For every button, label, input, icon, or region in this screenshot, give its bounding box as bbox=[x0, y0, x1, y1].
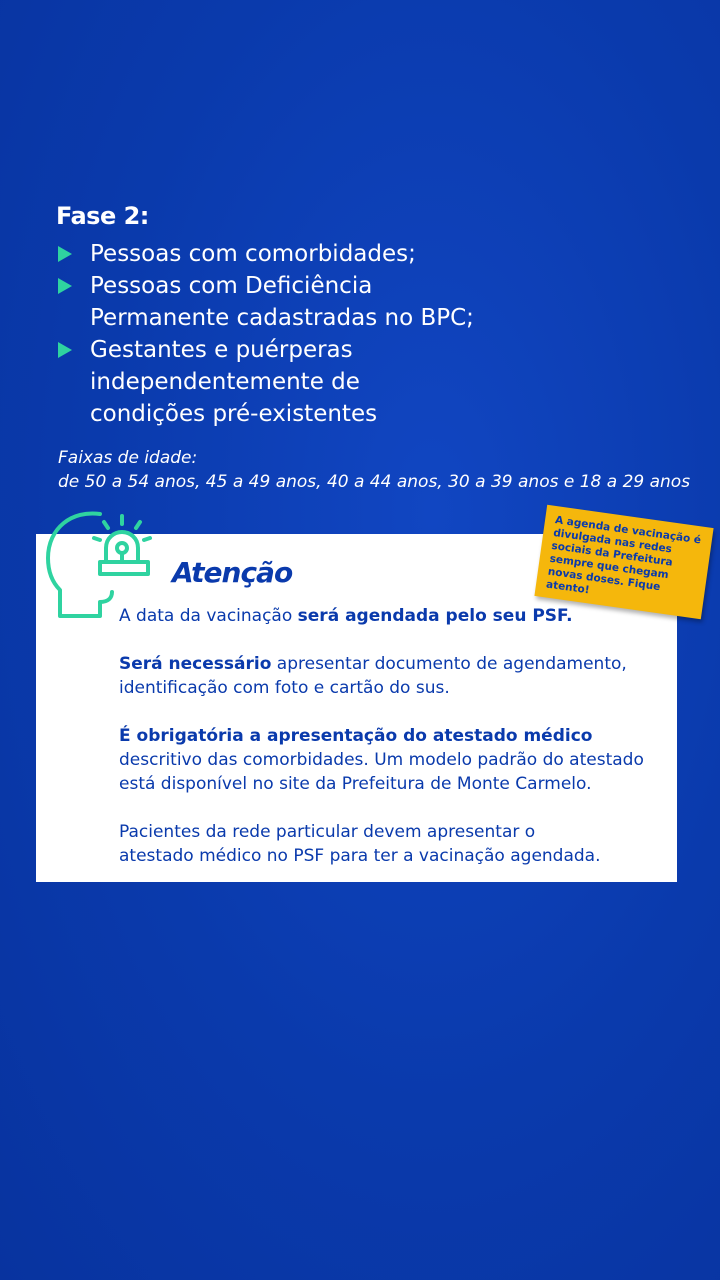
list-item bbox=[56, 334, 516, 430]
attention-title: Atenção bbox=[172, 556, 293, 589]
list-item bbox=[56, 238, 516, 270]
paragraph-bold: será agendada pelo seu PSF. bbox=[297, 606, 573, 626]
paragraph-text: está disponível no site da Prefeitura de Monte Carmelo. bbox=[119, 774, 592, 794]
age-ranges-value: de 50 a 54 anos, 45 a 49 anos, 40 a 44 anos, 30 a 39 anos e 18 a 29 anos bbox=[58, 472, 691, 492]
list-item-line: Pessoas com comorbidades; bbox=[90, 241, 416, 267]
list-item-line: independentemente de bbox=[90, 369, 360, 395]
paragraph-text: Pacientes da rede particular devem apresentar o bbox=[119, 822, 536, 842]
paragraph-private-patients bbox=[119, 820, 659, 868]
paragraph-bold: Será necessário bbox=[119, 654, 272, 674]
play-arrow-icon bbox=[58, 342, 72, 358]
list-item-line: Gestantes e puérperas bbox=[90, 337, 353, 363]
play-arrow-icon bbox=[58, 278, 72, 294]
paragraph-certificate bbox=[119, 724, 659, 796]
paragraph-text: identificação com foto e cartão do sus. bbox=[119, 678, 450, 698]
paragraph-text: atestado médico no PSF para ter a vacinação agendada. bbox=[119, 846, 601, 866]
age-ranges bbox=[58, 446, 690, 494]
play-arrow-icon bbox=[58, 246, 72, 262]
paragraph-documents bbox=[119, 652, 659, 700]
sticky-note-text: A agenda de vacinação é divulgada nas redes sociais da Prefeitura sempre que chegam novas doses. Fique atento! bbox=[545, 514, 702, 597]
paragraph-text: descritivo das comorbidades. Um modelo padrão do atestado bbox=[119, 750, 644, 770]
age-ranges-label: Faixas de idade: bbox=[58, 448, 198, 468]
list-item bbox=[56, 270, 516, 334]
paragraph-schedule bbox=[119, 604, 659, 628]
paragraph-bold: É obrigatória a apresentação do atestado médico bbox=[119, 726, 593, 746]
list-item-line: Permanente cadastradas no BPC; bbox=[90, 305, 474, 331]
phase-title: Fase 2: bbox=[56, 202, 149, 230]
list-item-line: Pessoas com Deficiência bbox=[90, 273, 373, 299]
list-item-line: condições pré-existentes bbox=[90, 401, 378, 427]
paragraph-text: apresentar documento de agendamento, bbox=[271, 654, 627, 674]
phase-list bbox=[56, 238, 516, 430]
paragraph-text: A data da vacinação bbox=[119, 606, 298, 626]
